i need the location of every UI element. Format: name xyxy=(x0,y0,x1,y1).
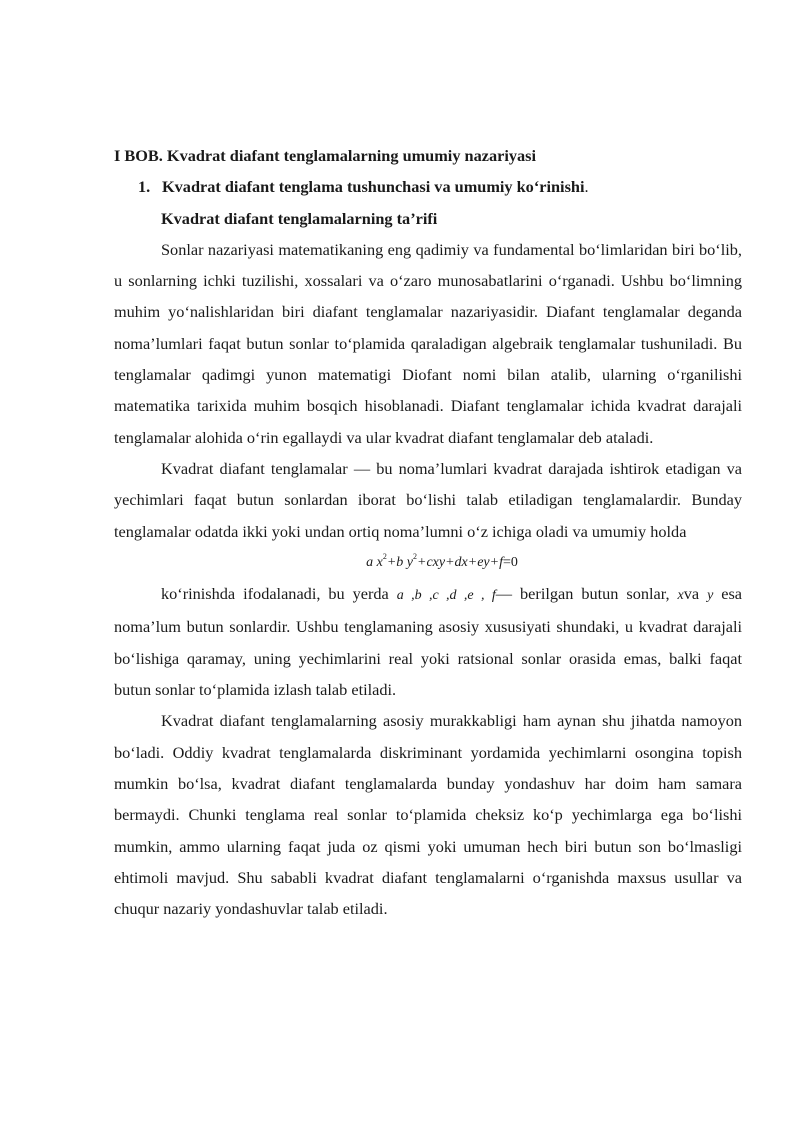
paragraph-intro: Sonlar nazariyasi matematikaning eng qadimiy va fundamental boʻlimlaridan biri boʻlib, u sonlarning ichki tuzilishi, xossalari va oʻzaro munosabatlarini oʻrganadi. Ushbu boʻlimning muhim yoʻnalishlaridan biri diafant tenglamalar nazariyasidir. Diafant tenglamalar deganda nomaʼlumlari faqat butun sonlar toʻplamida qaraladigan algebraik tenglamalar tushuniladi. Bu tenglamalar qadimgi yunon matematigi Diofant nomi bilan atalib, ularning oʻrganilishi matematika tarixida muhim bosqich hisoblanadi. Diafant tenglamalar ichida kvadrat darajali tenglamalar alohida oʻrin egallaydi va ular kvadrat diafant tenglamalar deb ataladi. xyxy=(114,239,742,447)
section-number: 1. xyxy=(138,177,151,197)
equation xyxy=(114,547,742,578)
paragraph-definition: Kvadrat diafant tenglamalar — bu nomaʼlumlari kvadrat darajada ishtirok etadigan va yechimlari faqat butun sonlardan iborat boʻlishi talab etiladigan tenglamalardir. Bunday tenglamalar odatda ikki yoki undan ortiq nomaʼlumni oʻz ichiga oladi va umumiy holda xyxy=(114,458,742,541)
equation-exponent-2: 2 xyxy=(413,551,417,561)
paragraph-complexity: Kvadrat diafant tenglamalarning asosiy murakkabligi ham aynan shu jihatda namoyon boʻladi. Oddiy kvadrat tenglamalarda diskriminant yordamida yechimlarni osongina topish mumkin boʻlsa, kvadrat diafant tenglamalarda bunday yondashuv har doim ham samara bermaydi. Chunki tenglama real sonlar toʻplamida cheksiz koʻp yechimlarga ega boʻlishi mumkin, ammo ularning faqat juda oz qismi yoki umuman hech biri butun son boʻlmasligi ehtimoli mavjud. Shu sababli kvadrat diafant tenglamalarni oʻrganishda maxsus usullar va chuqur nazariy yondashuvlar talab etiladi. xyxy=(114,711,742,919)
variable-x: x xyxy=(677,588,684,604)
paragraph-explanation-rest: esa nomaʼlum butun sonlardir. Ushbu tenglamaning asosiy xususiyati shundaki, u kvadrat darajali boʻlishiga qaramay, uning yechimlarini real yoki ratsional sonlar orasida emas, balki faqat butun sonlar toʻplamida izlash talab etiladi. xyxy=(114,584,743,700)
equation-term-1: a x xyxy=(366,554,383,570)
section-title: Kvadrat diafant tenglama tushunchasi va umumiy koʻrinishi xyxy=(162,177,585,197)
paragraph-explanation-lead: koʻrinishda ifodalanadi, bu yerda xyxy=(161,584,397,604)
coefficient-list: a ,b ,c ,d ,e , f xyxy=(396,588,496,604)
coefficient-note: — berilgan butun sonlar, xyxy=(495,584,678,604)
section-heading xyxy=(114,171,742,202)
conjunction-va: va xyxy=(683,584,708,604)
equation-term-2: +b y xyxy=(386,554,413,570)
chapter-title: I BOB. Kvadrat diafant tenglamalarning umumiy nazariyasi xyxy=(114,146,536,165)
variable-y: y xyxy=(707,588,714,604)
paragraph-explanation xyxy=(114,578,742,705)
document-page xyxy=(114,140,742,924)
equation-term-3: +cxy+dx+ey+f xyxy=(417,554,503,570)
equation-exponent-1: 2 xyxy=(382,551,387,561)
equation-rhs: =0 xyxy=(502,554,518,570)
section-title-end: . xyxy=(584,177,589,197)
subsection-title: Kvadrat diafant tenglamalarning taʼrifi xyxy=(161,208,438,228)
